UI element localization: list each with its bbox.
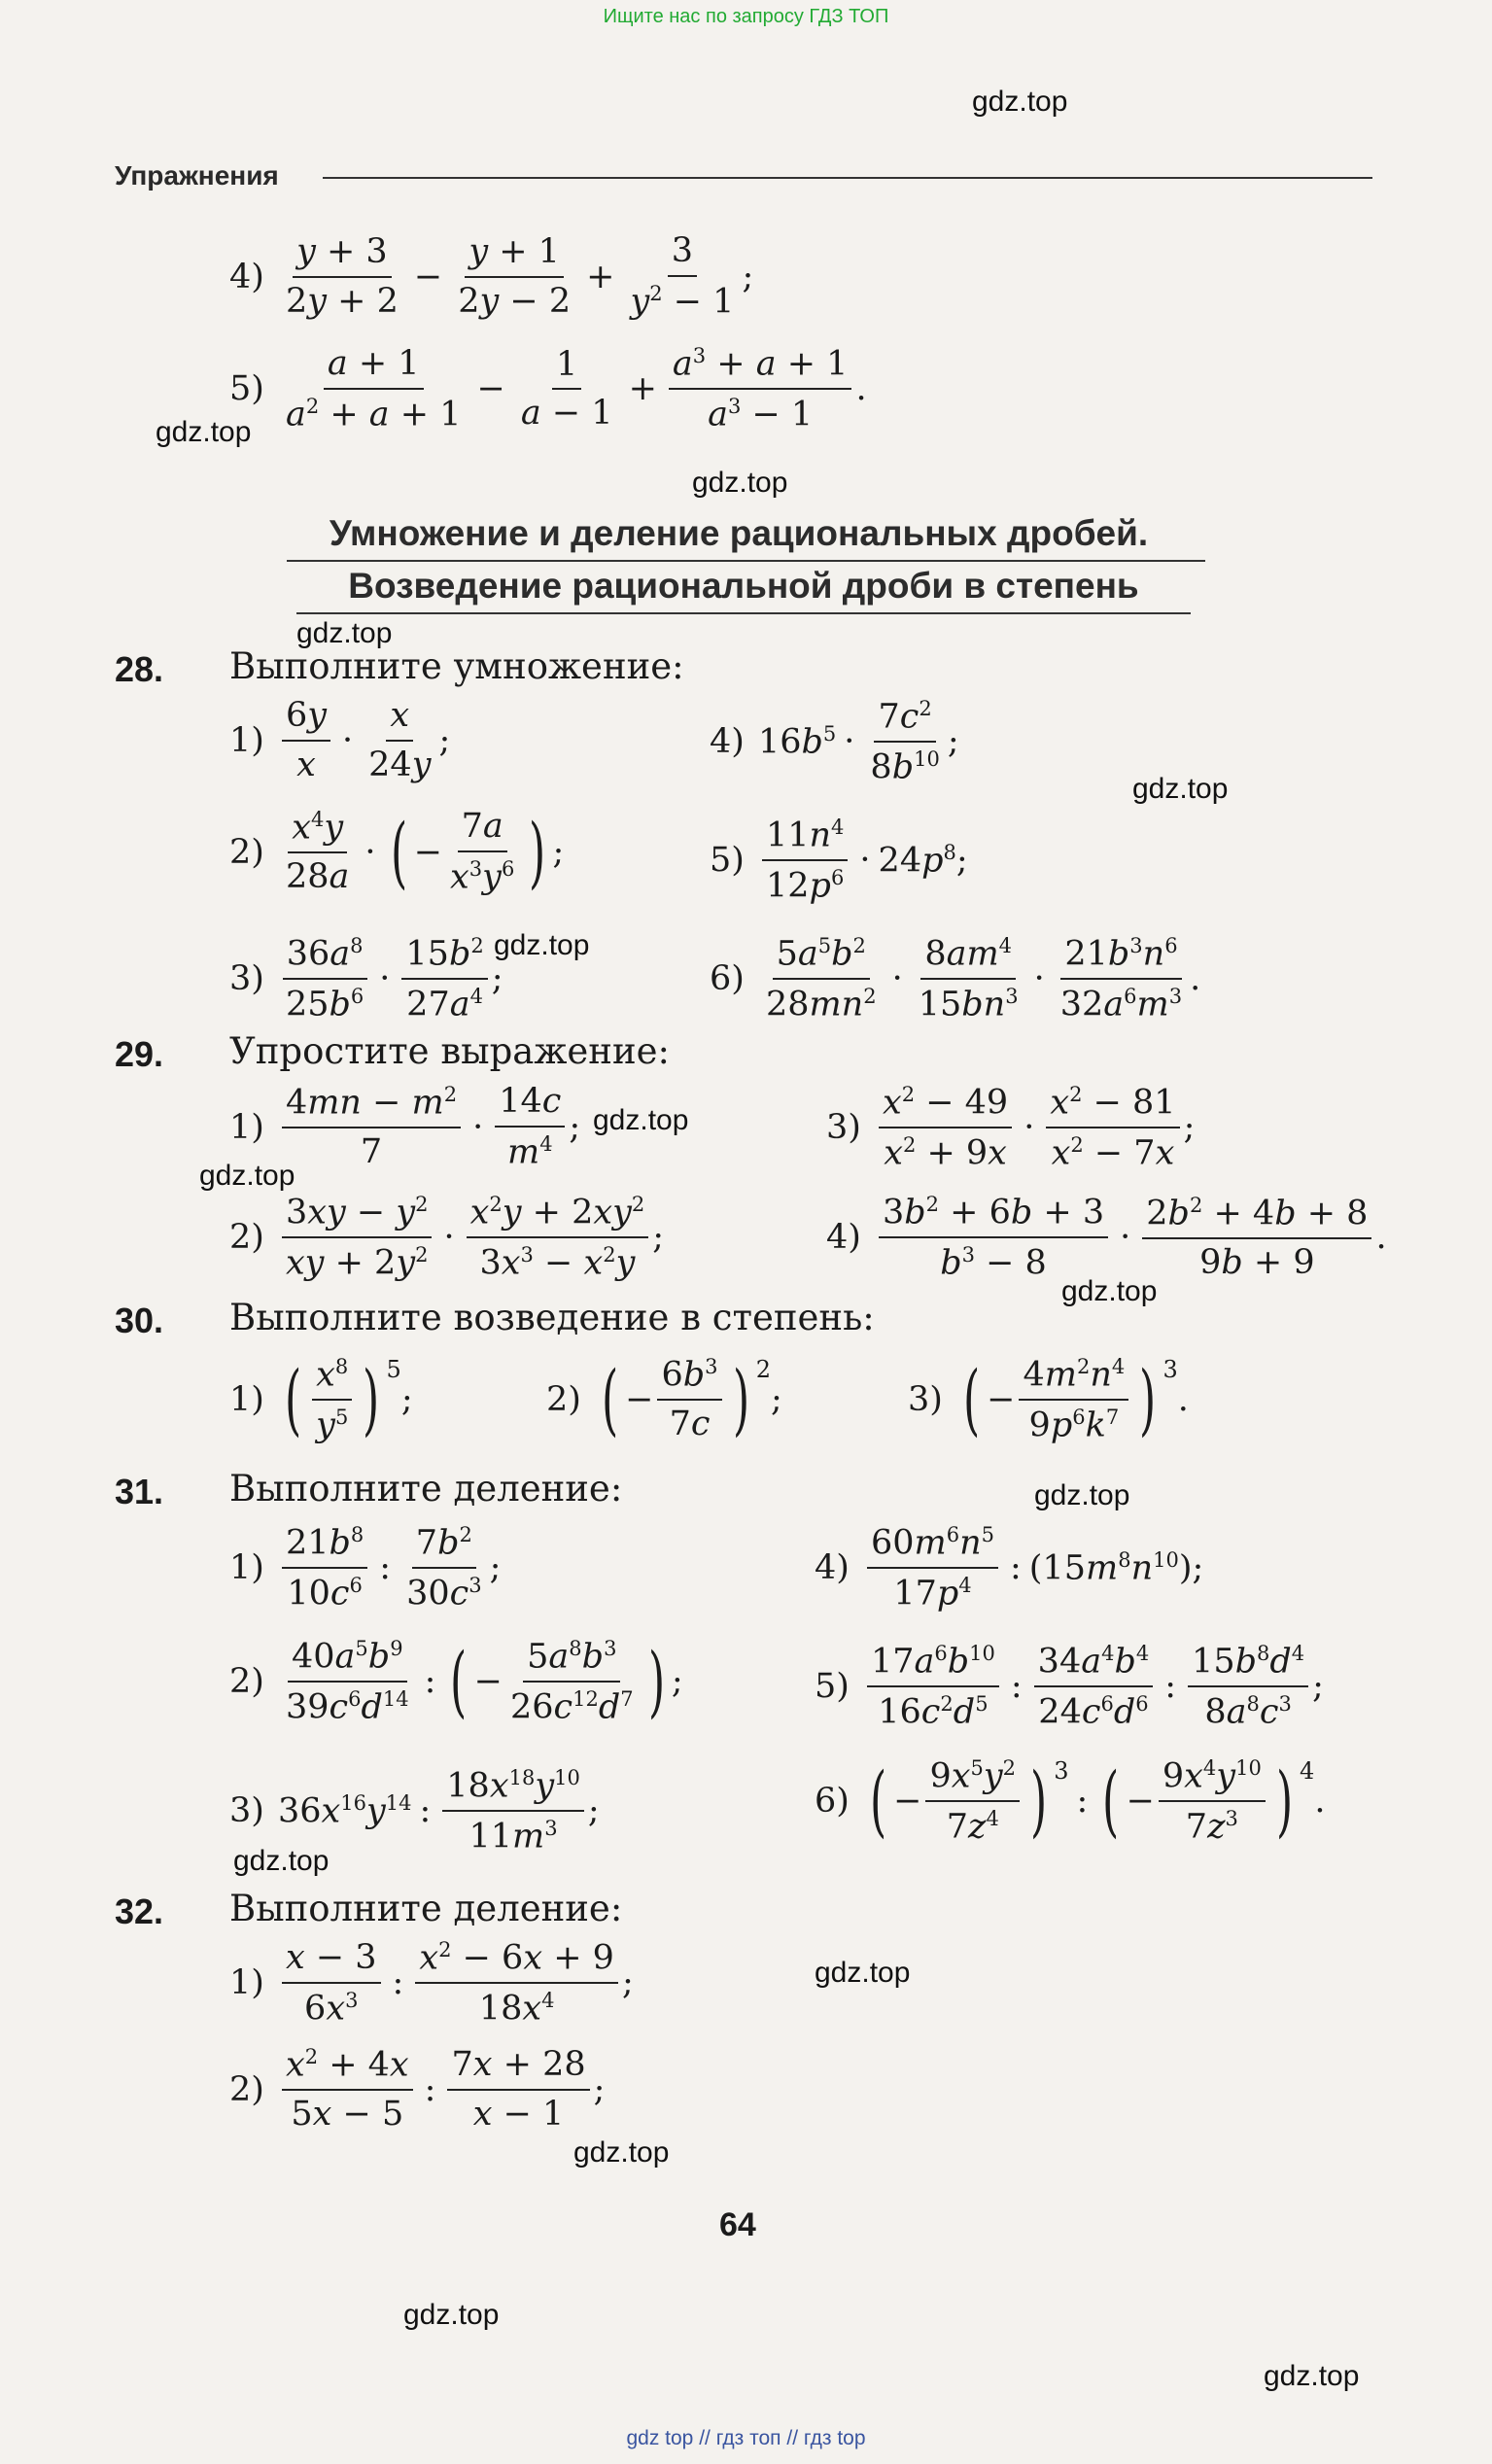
section-label: Упражнения (115, 160, 279, 191)
section-rule (323, 177, 1372, 179)
expression-32-1: 1) $\frac{x - 3}{6x^3}$ : $\frac{x^2 - 6x + 9}{18x^4}$ ; (229, 1937, 634, 2030)
expression-31-4: 4) $\frac{60m^6n^5}{17p^4}$ : $(15m^8n^{10})$; (815, 1523, 1204, 1614)
watermark: gdz.top (1132, 773, 1229, 805)
expression-31-6: 6) ( − $\frac{9x^5y^2}{7z^4}$ ) 3 : ( − $\frac{9x^4y^{10}}{7z^3}$ ) 4 . (815, 1755, 1326, 1848)
expression-30-2: 2) ( − $\frac{6b^3}{7c}$ ) 2 ; (546, 1353, 782, 1444)
watermark: gdz.top (156, 416, 252, 448)
expression-prev-4: 4) $\frac{y + 3}{2y + 2}$ − $\frac{y + 1}{2y - 2}$ + $\frac{3}{y^2 - 1}$ ; (229, 231, 754, 322)
expression-28-6: 6) $\frac{5a^5b^2}{28mn^2}$ · $\frac{8am^4}{15bn^3}$ · $\frac{21b^3n^6}{32a^6m^3}$ . (710, 934, 1201, 1025)
expression-30-3: 3) ( − $\frac{4m^2n^4}{9p^6k^7}$ ) 3 . (908, 1354, 1189, 1446)
expression-31-3: 3) $36x^{16}y^{14}$ : $\frac{18x^{18}y^{10}}{11m^3}$ ; (229, 1766, 600, 1857)
watermark: gdz.top (1264, 2360, 1360, 2392)
watermark: gdz.top (972, 86, 1068, 118)
exercise-number: 29. (115, 1034, 164, 1074)
watermark: gdz.top (692, 467, 788, 499)
exercise-number: 30. (115, 1301, 164, 1340)
exercise-task: Упростите выражение: (229, 1030, 670, 1072)
heading-underline (287, 560, 1205, 562)
exercise-number: 31. (115, 1472, 164, 1511)
expression-29-4: 4) $\frac{3b^2 + 6b + 3}{b^3 - 8}$ · $\frac{2b^2 + 4b + 8}{9b + 9}$ . (826, 1193, 1387, 1284)
exercise-task: Выполните деление: (229, 1888, 623, 1929)
watermark: gdz.top (233, 1845, 330, 1877)
expression-29-3: 3) $\frac{x^2 - 49}{x^2 + 9x}$ · $\frac{x^2 - 81}{x^2 - 7x}$ ; (826, 1083, 1196, 1174)
exercise-task: Выполните возведение в степень: (229, 1297, 875, 1338)
watermark: gdz.top (1034, 1479, 1130, 1511)
watermark: gdz.top (199, 1160, 295, 1192)
exercise-number: 32. (115, 1891, 164, 1931)
expression-28-2: 2) $\frac{x^4y}{28a}$ · ( − $\frac{7a}{x^3y^6}$ ) ; (229, 806, 565, 897)
expression-31-5: 5) $\frac{17a^6b^{10}}{16c^2d^5}$ : $\frac{34a^4b^4}{24c^6d^6}$ : $\frac{15b^8d^4}{8a^8c^3}$ ; (815, 1642, 1324, 1733)
watermark: gdz.top (296, 617, 393, 649)
heading-line-1: Умножение и деление рациональных дробей. (329, 513, 1149, 553)
exercise-number: 28. (115, 649, 164, 689)
heading-line-2: Возведение рациональной дроби в степень (348, 566, 1139, 606)
watermark: gdz.top (1061, 1275, 1158, 1307)
watermark: gdz.top (403, 2299, 500, 2331)
watermark: gdz.top (573, 2136, 670, 2169)
expression-31-1: 1) $\frac{21b^8}{10c^6}$ : $\frac{7b^2}{30c^3}$ ; (229, 1523, 502, 1614)
expression-28-1: 1) $\frac{6y}{x}$ · $\frac{x}{24y}$ ; (229, 696, 451, 784)
expression-prev-5: 5) $\frac{a + 1}{a^2 + a + 1}$ − $\frac{1}{a - 1}$ + $\frac{a^3 + a + 1}{a^3 - 1}$ . (229, 343, 867, 435)
watermark: gdz.top (494, 929, 590, 961)
expression-28-3: 3) $\frac{36a^8}{25b^6}$ · $\frac{15b^2}{27a^4}$ ; (229, 934, 503, 1025)
expression-28-4: 4) $16b^5$ · $\frac{7c^2}{8b^{10}}$ ; (710, 697, 959, 788)
watermark: gdz.top (593, 1104, 689, 1136)
watermark: gdz.top (815, 1957, 911, 1989)
expression-29-2: 2) $\frac{3xy - y^2}{xy + 2y^2}$ · $\frac{x^2y + 2xy^2}{3x^3 - x^2y}$ ; (229, 1193, 665, 1284)
expression-30-1: 1) ( $\frac{x^8}{y^5}$ ) 5 ; (229, 1354, 413, 1446)
top-banner[interactable]: Ищите нас по запросу ГДЗ ТОП (603, 6, 889, 27)
footer-links[interactable]: gdz top // гдз топ // гдз top (626, 2427, 866, 2449)
expression-29-1: 1) $\frac{4mn - m^2}{7}$ · $\frac{14c}{m^4}$ ; (229, 1082, 581, 1172)
heading-underline (296, 612, 1191, 614)
expression-32-2: 2) $\frac{x^2 + 4x}{5x - 5}$ : $\frac{7x + 28}{x - 1}$ ; (229, 2044, 606, 2134)
expression-28-5: 5) $\frac{11n^4}{12p^6}$ · $24p^8$; (710, 816, 968, 907)
page-number: 64 (719, 2206, 756, 2243)
exercise-task: Выполните умножение: (229, 645, 684, 687)
expression-31-2: 2) $\frac{40a^5b^9}{39c^6d^{14}}$ : ( − $\frac{5a^8b^3}{26c^{12}d^7}$ ) ; (229, 1636, 683, 1728)
exercise-task: Выполните деление: (229, 1468, 623, 1510)
